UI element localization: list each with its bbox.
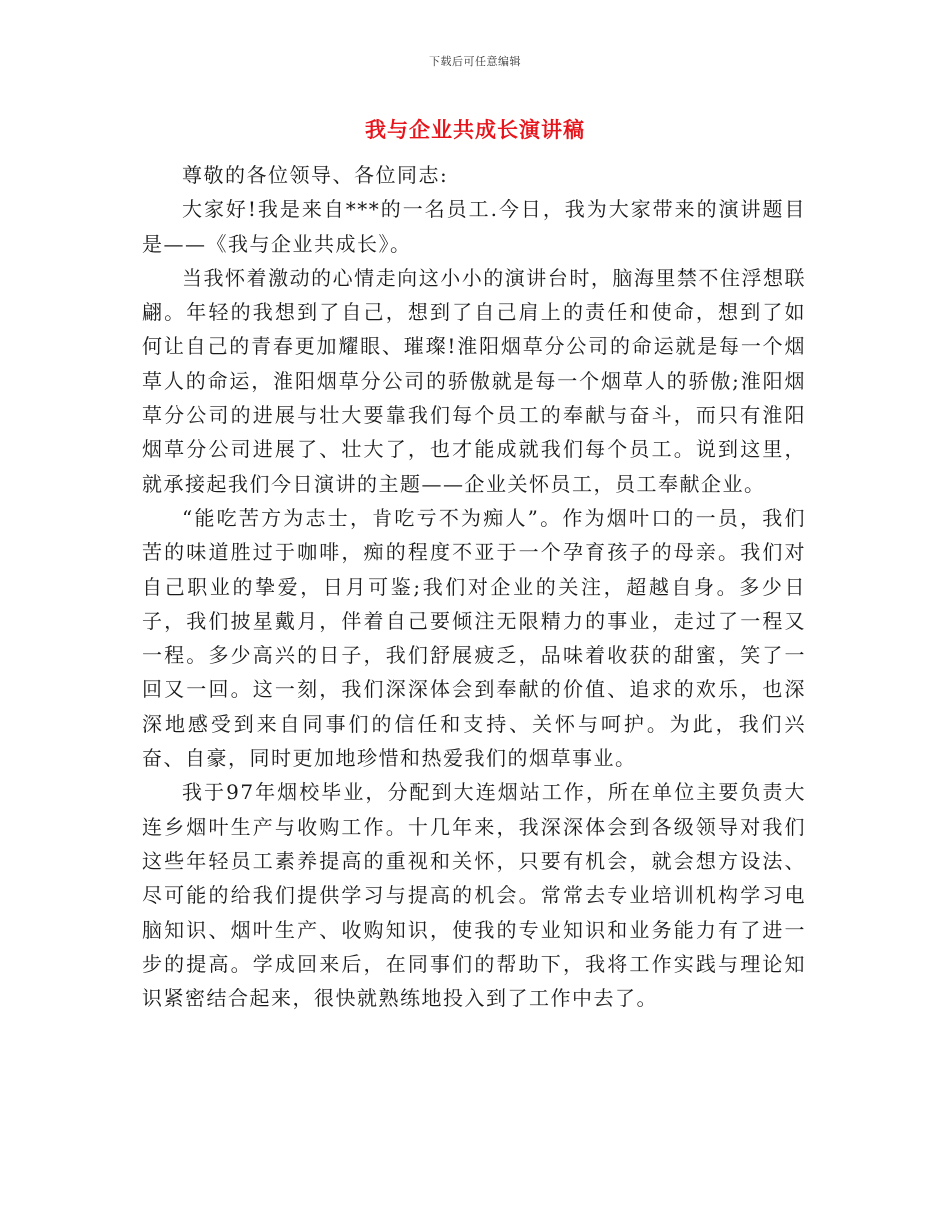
- document-body: [142, 158, 806, 1015]
- document-title: 我与企业共成长演讲稿: [365, 117, 585, 142]
- paragraph-career: 我于97年烟校毕业，分配到大连烟站工作，所在单位主要负责大连乡烟叶生产与收购工作。十几年来，我深深体会到各级领导对我们这些年轻员工素养提高的重视和关怀，只要有机会，就会想方设法、尽可能的给我们提供学习与提高的机会。常常去专业培训机构学习电脑知识、烟叶生产、收购知识，使我的专业知识和业务能力有了进一步的提高。学成回来后，在同事们的帮助下，我将工作实践与理论知识紧密结合起来，很快就熟练地投入到了工作中去了。: [142, 780, 806, 1011]
- salutation: 尊敬的各位领导、各位同志:: [182, 163, 449, 187]
- paragraph-intro: 大家好!我是来自***的一名员工.今日，我为大家带来的演讲题目是——《我与企业共成长》。: [142, 197, 806, 256]
- paragraph-hardship: “能吃苦方为志士，肯吃亏不为痴人”。作为烟叶口的一员，我们苦的味道胜过于咖啡，痴的程度不亚于一个孕育孩子的母亲。我们对自己职业的挚爱，日月可鉴;我们对企业的关注，超越自身。多少日子，我们披星戴月，伴着自己要倾注无限精力的事业，走过了一程又一程。多少高兴的日子，我们舒展疲乏，品味着收获的甜蜜，笑了一回又一回。这一刻，我们深深体会到奉献的价值、追求的欢乐，也深深地感受到来自同事们的信任和支持、关怀与呵护。为此，我们兴奋、自豪，同时更加地珍惜和热爱我们的烟草事业。: [142, 505, 806, 771]
- paragraph-thoughts: 当我怀着激动的心情走向这小小的演讲台时，脑海里禁不住浮想联翩。年轻的我想到了自己，想到了自己肩上的责任和使命，想到了如何让自己的青春更加耀眼、璀璨!淮阳烟草分公司的命运就是每一个烟草人的命运，淮阳烟草分公司的骄傲就是每一个烟草人的骄傲;淮阳烟草分公司的进展与壮大要靠我们每个员工的奉献与奋斗，而只有淮阳烟草分公司进展了、壮大了，也才能成就我们每个员工。说到这里，就承接起我们今日演讲的主题——企业关怀员工，员工奉献企业。: [142, 265, 806, 496]
- header-note: 下载后可任意编辑: [429, 55, 521, 68]
